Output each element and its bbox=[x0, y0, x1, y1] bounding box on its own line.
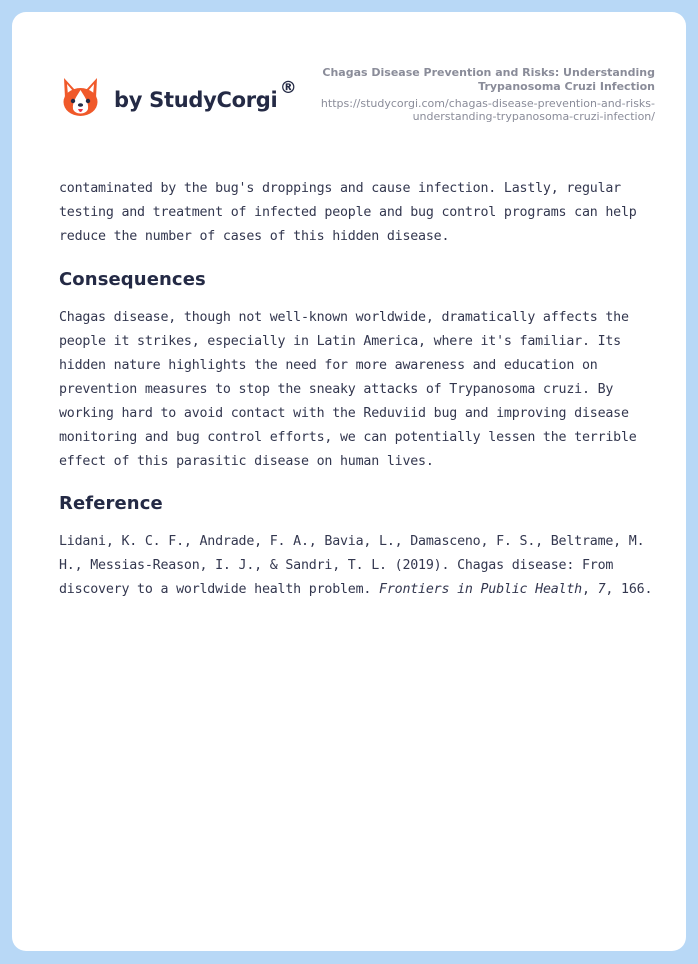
document-body bbox=[59, 177, 657, 602]
document-meta bbox=[295, 66, 655, 123]
reference-heading: Reference bbox=[59, 493, 163, 514]
document-title: Chagas Disease Prevention and Risks: Understanding Trypanosoma Cruzi Infection bbox=[322, 66, 655, 93]
registered-mark: ® bbox=[279, 78, 297, 98]
corgi-icon bbox=[61, 76, 100, 120]
studycorgi-logo[interactable] bbox=[61, 76, 297, 120]
document-page bbox=[12, 12, 686, 951]
document-url[interactable]: https://studycorgi.com/chagas-disease-prevention-and-risks-understanding-trypanosoma-cruzi-infection/ bbox=[320, 97, 655, 123]
consequences-paragraph: Chagas disease, though not well-known worldwide, dramatically affects the people it strikes, especially in Latin America, where it's familiar. Its hidden nature highlights the need for more awareness and education on prevention measures to stop the sneaky attacks of Trypanosoma cruzi. By working hard to avoid contact with the Reduviid bug and improving disease monitoring and bug control efforts, we can potentially lessen the terrible effect of this parasitic disease on human lives. bbox=[59, 310, 637, 469]
intro-paragraph: contaminated by the bug's droppings and cause infection. Lastly, regular testing and treatment of infected people and bug control programs can help reduce the number of cases of this hidden disease. bbox=[59, 181, 637, 244]
reference-journal: Frontiers in Public Health bbox=[379, 582, 582, 597]
brand-name: by StudyCorgi ® bbox=[114, 78, 297, 112]
reference-volume: 7 bbox=[597, 582, 606, 597]
reference-authors: Lidani, K. C. F., Andrade, F. A., Bavia, L., Damasceno, F. S., Beltrame, M. H., Messias-Reason, I. J., & Sandri, T. L. (2019). Chagas disease: From discovery to a worldwide health problem. bbox=[59, 534, 645, 597]
reference-entry bbox=[59, 530, 657, 602]
reference-separator: , bbox=[581, 582, 598, 597]
consequences-heading: Consequences bbox=[59, 269, 206, 290]
reference-pages: , 166. bbox=[605, 582, 653, 597]
